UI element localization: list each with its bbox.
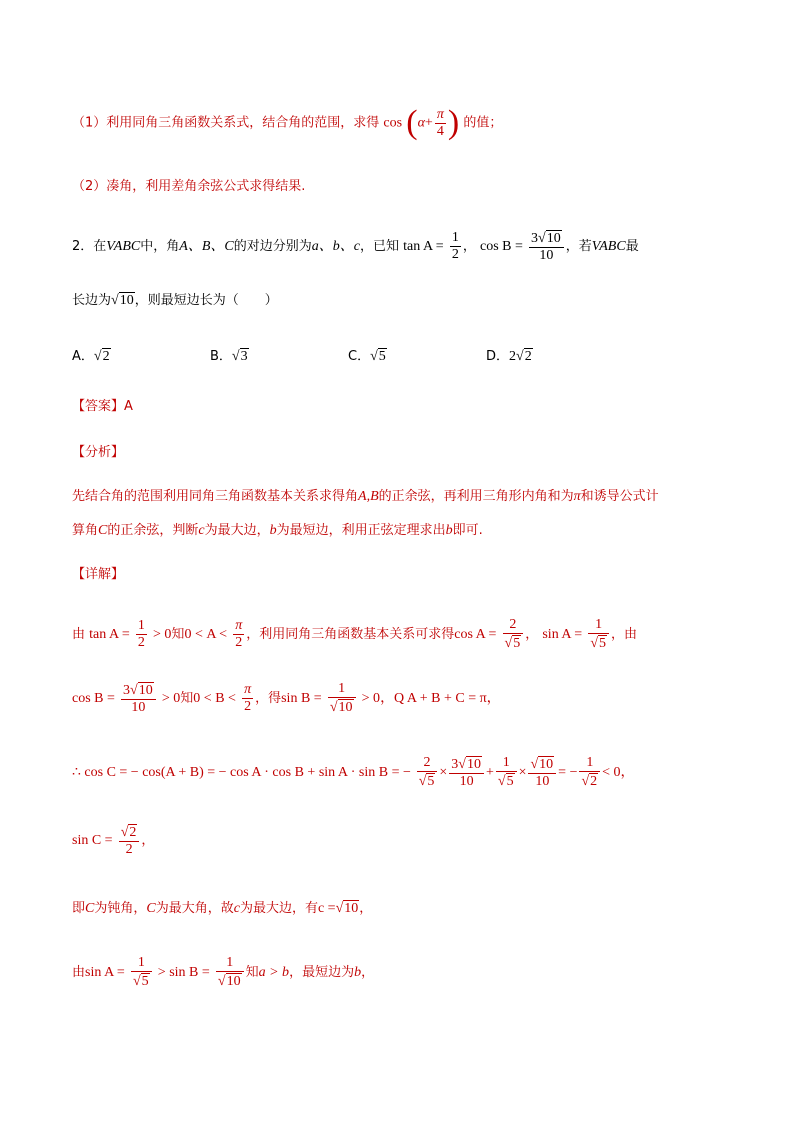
- hint-line-1: （1）利用同角三角函数关系式，结合角的范围，求得 cos (α+ $\frac{\pi}{4}$ ) 的值；: [72, 104, 503, 141]
- answer-label: 【答案】A: [72, 399, 133, 414]
- option-c[interactable]: C．√5: [348, 349, 386, 364]
- analysis-label: 【分析】: [72, 445, 125, 460]
- detail-line-5: 即C为钝角，C为最大角，故c为最大边，有c =√10，: [72, 901, 373, 916]
- options-row: [72, 348, 732, 368]
- fraction-3sqrt10-10: $\frac{3√10}{10}$: [529, 230, 564, 263]
- hint-line-2: （2）凑角，利用差角余弦公式求得结果.: [72, 179, 306, 194]
- question-line-2: 长边为√10，则最短边长为（ ）: [72, 293, 278, 308]
- sqrt-10: √10: [111, 293, 134, 308]
- analysis-line-1: 先结合角的范围利用同角三角函数基本关系求得角A,B的正余弦，再利用三角形内角和为π和诱导公式计: [72, 489, 659, 504]
- detail-line-4: sin C = $\frac{√2}{2}$ ，: [72, 825, 155, 857]
- question-line-1: 2．在VABC中，角A、B、C的对边分别为a、b、c，已知 tan A = $\frac{1}{2}$ ， cos B = $\frac{3√10}{10}$ ，若VABC最: [72, 230, 639, 263]
- option-b[interactable]: B．√3: [210, 349, 248, 364]
- analysis-line-2: 算角C的正余弦，判断c为最大边，b为最短边，利用正弦定理求出b即可.: [72, 523, 483, 538]
- left-paren: (: [406, 104, 418, 141]
- fraction-1-2: $\frac{1}{2}$: [451, 230, 459, 262]
- detail-label: 【详解】: [72, 567, 125, 582]
- detail-line-1: 由 tan A = $\frac{1}{2}$ > 0知0 < A < $\frac{\pi}{2}$ ，利用同角三角函数基本关系可求得cos A = $\frac{2}{√5}$ ， sin A = $\frac{1}{√5}$ ，由: [72, 617, 638, 651]
- detail-line-3: ∴ cos C = − cos(A + B) = − cos A · cos B + sin A · sin B = − $\frac{2}{√5}$ × $\frac{3√10}{10}$ + $\frac{1}{√5}$ × $\frac{√10}{10}$ = − $\frac{1}{√2}$ < 0，: [72, 755, 635, 789]
- right-paren: ): [447, 104, 460, 141]
- option-d[interactable]: D．2√2: [486, 349, 532, 364]
- option-a[interactable]: A．√2: [72, 349, 110, 364]
- detail-line-6: 由sin A = $\frac{1}{√5}$ > sin B = $\frac{1}{√10}$ 知a > b，最短边为b，: [72, 955, 375, 989]
- detail-line-2: cos B = $\frac{3√10}{10}$ > 0知0 < B < $\frac{\pi}{2}$ ，得sin B = $\frac{1}{√10}$ > 0，Q A + B + C = π，: [72, 681, 501, 715]
- fraction-pi-over-4: $\frac{\pi}{4}$: [436, 106, 444, 139]
